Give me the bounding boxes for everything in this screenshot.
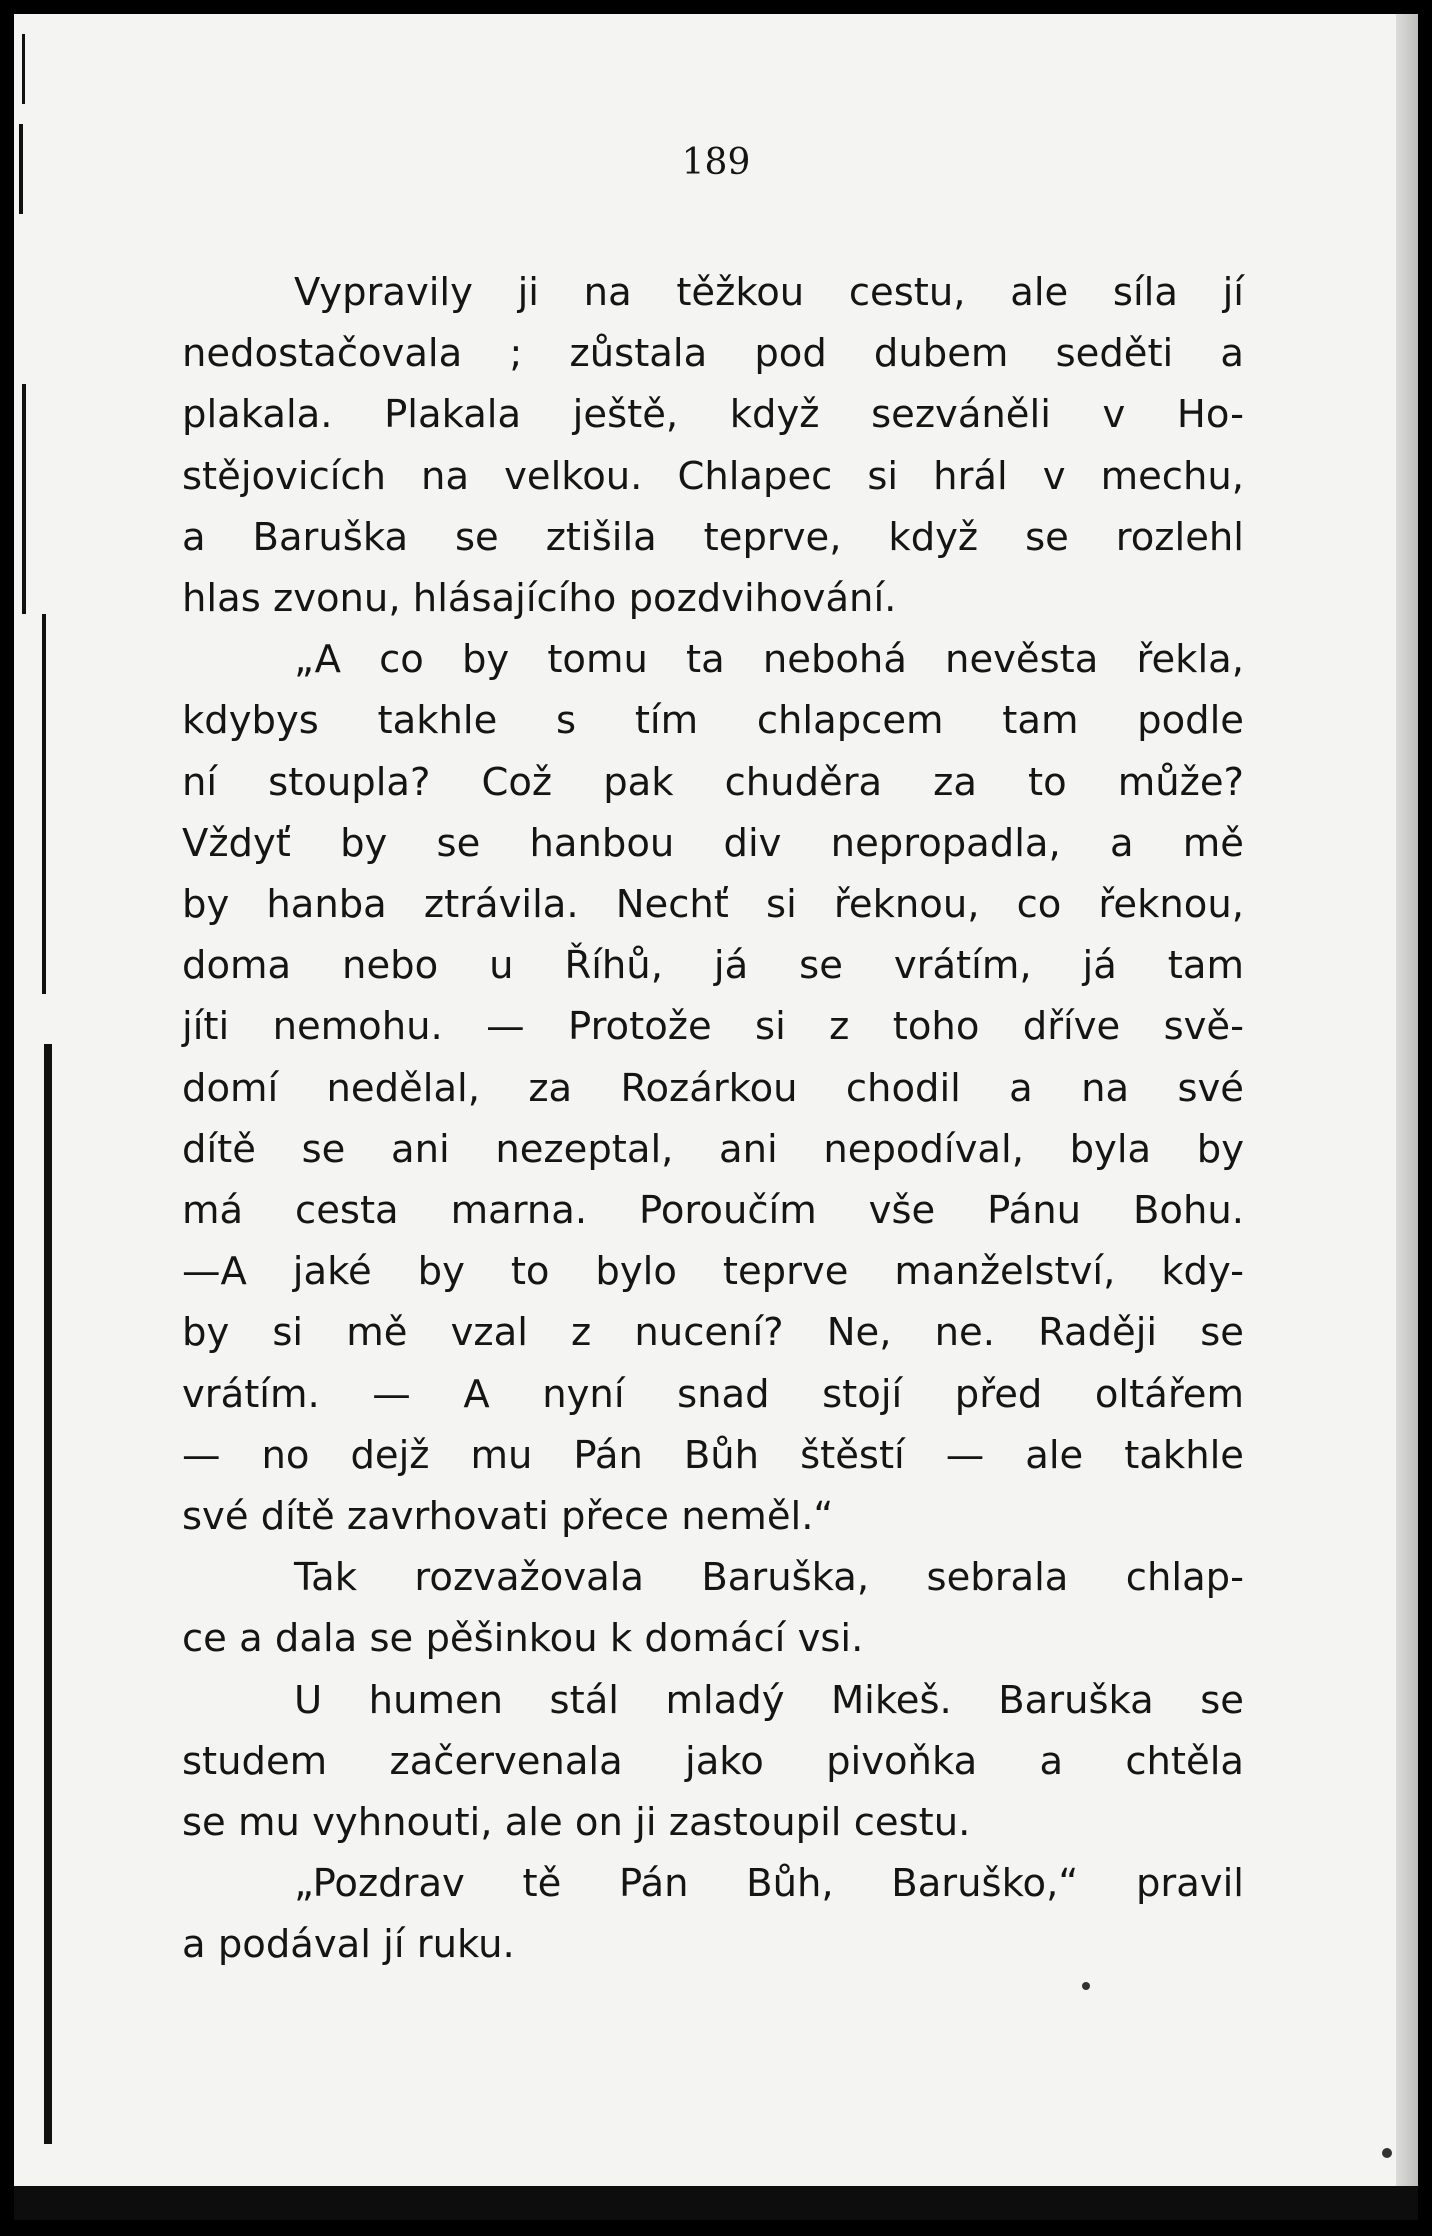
text-line: kdybys takhle s tím chlapcem tam podle bbox=[182, 698, 1244, 744]
text-line: a Baruška se ztišila teprve, když se rozlehl bbox=[182, 514, 1244, 560]
page-spine-edge bbox=[14, 14, 74, 2220]
text-line: by hanba ztrávila. Nechť si řeknou, co řeknou, bbox=[182, 882, 1244, 928]
text-line: ní stoupla? Což pak chuděra za to může? bbox=[182, 759, 1244, 805]
text-line: se mu vyhnouti, ale on ji zastoupil cestu. bbox=[182, 1800, 971, 1846]
text-line: a podával jí ruku. bbox=[182, 1922, 515, 1968]
text-line: Vždyť by se hanbou div nepropadla, a mě bbox=[182, 820, 1244, 866]
text-line: má cesta marna. Poroučím vše Pánu Bohu. bbox=[182, 1188, 1244, 1234]
text-line: dítě se ani nezeptal, ani nepodíval, byla by bbox=[182, 1126, 1244, 1172]
text-line: domí nedělal, za Rozárkou chodil a na své bbox=[182, 1065, 1244, 1111]
ink-speck bbox=[1082, 1982, 1090, 1990]
text-line: „Pozdrav tě Pán Bůh, Baruško,“ pravil bbox=[294, 1861, 1244, 1907]
text-line: doma nebo u Říhů, já se vrátím, já tam bbox=[182, 943, 1244, 989]
text-line: stějovicích na velkou. Chlapec si hrál v mechu, bbox=[182, 453, 1244, 499]
text-line: Vypravily ji na těžkou cestu, ale síla jí bbox=[294, 270, 1244, 315]
page-bottom-edge bbox=[14, 2186, 1418, 2220]
text-line: vrátím. — A nyní snad stojí před oltářem bbox=[182, 1371, 1244, 1417]
body-text bbox=[182, 262, 1244, 1976]
text-line: by si mě vzal z nucení? Ne, ne. Raději se bbox=[182, 1310, 1244, 1356]
text-line: Tak rozvažovala Baruška, sebrala chlap- bbox=[294, 1555, 1244, 1601]
text-line: hlas zvonu, hlásajícího pozdvihování. bbox=[182, 576, 897, 622]
text-line: ce a dala se pěšinkou k domácí vsi. bbox=[182, 1616, 864, 1662]
spine-mark bbox=[22, 34, 25, 104]
ink-speck bbox=[1382, 2148, 1392, 2158]
text-line: jíti nemohu. — Protože si z toho dříve svě- bbox=[182, 1004, 1244, 1050]
spine-mark bbox=[42, 614, 46, 994]
text-line: plakala. Plakala ještě, když sezváněli v Ho- bbox=[182, 392, 1244, 438]
spine-mark bbox=[44, 1044, 52, 2144]
text-line: „A co by tomu ta nebohá nevěsta řekla, bbox=[294, 637, 1244, 683]
text-line: studem začervenala jako pivoňka a chtěla bbox=[182, 1738, 1244, 1784]
text-line: —A jaké by to bylo teprve manželství, kdy- bbox=[182, 1249, 1244, 1295]
text-line: — no dejž mu Pán Bůh štěstí — ale takhle bbox=[182, 1432, 1244, 1478]
text-line: své dítě zavrhovati přece neměl.“ bbox=[182, 1494, 834, 1540]
text-line: U humen stál mladý Mikeš. Baruška se bbox=[294, 1677, 1244, 1723]
book-page bbox=[14, 14, 1418, 2220]
spine-mark bbox=[22, 384, 26, 614]
page-right-edge bbox=[1396, 14, 1418, 2220]
text-line: nedostačovala ; zůstala pod dubem seděti a bbox=[182, 331, 1244, 377]
page-number: 189 bbox=[681, 142, 751, 183]
